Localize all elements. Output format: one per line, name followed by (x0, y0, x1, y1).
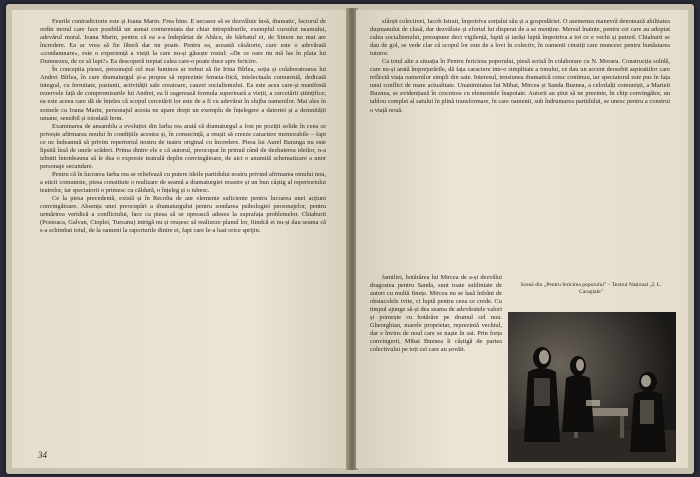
right-lower-text (370, 274, 502, 464)
right-page-text (370, 18, 670, 274)
left-page-text (40, 18, 326, 456)
left-paragraph-1: Feurile contradictorie este și Ioana Marin. Frea bine. E uecasor să se dezvăluie însă, dramatic, factorul de ordin moral care face posibilă un asmai conturentata dar chiar intrepidrurile, exemplul cursului neamului, adevărul moral. Ioana Marin, pentru că ea s-a îndepărtat de Abăcu, de bărbatul ei, de Simon nu mai are încredere. Ea ar vrea să fie liberă dar nu poate. Pentru ea, această căsătorie, care este o adevărată «condamnare», este o experiență a vieții la care nu-și găsește rostul: «De ce oare nu mă las în plata lui Dumnezeu, de ce să lupt?» Ea descoperă treptat calea care-o poate duce spre fericire. (40, 18, 326, 66)
left-paragraph-3: Examinarea de ansamblu a evoluției din Iarba rea arată că dramaturgul a fost pe poziții solide în ceea ce privește afirmarea noului în condițiile acestea și, în consecință, a reușit să creeze caractere memorabile – fapt ce ne îndeamnă să privim repertoriul nostru de teatru original cu încredere. Piesa lui Aurel Baranga nu este lipsită însă de unele scăderi. Prima dintre ele e că autorul, preocupat în primul rând de dezbaterea ideilor, n-a izbutit întotdeauna să le dea o expresie teatrală deplin convingătoare, de aici o anumită schematizare a unor personaje secundare. (40, 122, 326, 170)
right-paragraph-1: sfârșit colectivei, Iacob Istrati, împotriva sorțului său și a gospodăriei. O asemenea manevră denotează abilitatea dușmanului de clasă, dar dezvăluie și efortul lui disperat de a se menține. Mersul înainte, pentru cei care au adoptat calea socialismului, presupune deci vigilență, luptă și iarăși luptă împotriva a tot ce e vechi și putred. Chiaburii se dau de gol, se vede clar că scopul lor este de a lovi în colectiv, în oamenii cinstiți care muncesc pentru bunăstarea tuturor. (370, 18, 670, 58)
stage-scene-illustration (508, 312, 676, 462)
page-number: 34 (38, 450, 47, 460)
right-paragraph-2: Ca totul alte a situația în Pentru fericirea poporului, piesă scrisă în colaborare cu N. Moraru. Construcția solidă, care nu-și arată împrejurările, dă fața caractere intr-o simplitate a tonului, ce dau un accent deosebit aspiratiilor care reflectă viața oamenilor simpli din sate. Interesul, tensiunea dramatică cresc continuu, iar spectatorul este pus în fața unui conflict de mare actualitate. Unanimitatea lui Mihai, Mircea și Sanda Buznea, a celorlalți comuniști, a Marieii Buznea, se evidențiază în ciocnirea cu elementele înapoiate. Autorii au știut să ne prezinte, în chip convingător, un tablou complet al satului în plină transformare, în care oamenii, sub îndrumarea partidului, se unesc pentru a construi o viață nouă. (370, 58, 670, 114)
left-paragraph-5: Ce la piesa precedentă, există și în Recolta de aur elemente suficiente pentru lucrarea unei acțiuni convingătoare. Absența unei preocupări a dramaturgului pentru sondarea psihologiei personajelor, pentru urmărirea veridică a conflictului, face ca piesa să se oprească adesea la suprafața problemelor. Chiaburii (Postoaca, Galvan, Cioplei, Turcanu) intrigă nu și reușesc să realizeze planul lor, fiindcă ei nu-și dau seama că s-a schimbat totul, de la oameni la raporturile dintre ei, fapt care le-a luat orice sprijin. (40, 195, 326, 235)
left-paragraph-4: Pentru că în lucrarea Iarba rea se reliefează cu putere ideile partidului nostru privind afirmarea omului nou, a eticii comuniste, piesa constituie o realizare de seamă a dramaturgiei noastre și un bun câștig al repertoriului teatrelor, iar spectatorii o primesc cu căldură, o înțeleg și o iubesc. (40, 170, 326, 194)
right-page (356, 10, 688, 468)
left-paragraph-2: În conceptia piesei, personajul cel mai luminos ar trebui să fie Irina Bîrlea, soția și colaboratoarea lui Andrei Bîrlea, în care dramaturgul și-a propus să reprezinte femeia-fiică, intelectuala comunistă, dedicată integral, cu fermitate, pasiunii, activității sale creatoare, cauzei socialismului. Ea este acea care-și manifestă rezervele față de compromisurile lui Andrei, ea îi sugerează formula superioară a vieții, a cercetării științifice; ea este aceea care dă de înțeles că scopul cercetării lor este de a fi cu adevărat în slujba oamenilor. Mai ales în scenele cu Ioana Marin, personajul acesta ne apare drept un exemplu de înțelegere a datoriei și a demnității umane, sensibil și totodată ferm. (40, 66, 326, 122)
right-lower-paragraph: familiei, hotărârea lui Mircea de a-și dezvălui dragostea pentru Sanda, sunt toate subliniate de autori cu multă finețe. Mircea nu se lasă înfrânt de obstacolele ivite, ci luptă pentru ceea ce crede. Cu timpul ajunge să-și dea seama de adevăratele valori și pornește cu hotărâre pe drumul cel nou. Gheorghian, marele proprietar, reprezintă vechiul, dar e învins de noul care se naște în sat. Prin forța convingerii, Mihai Buznea îi câștigă de partea colectivului pe toți cei care au șovăit. (370, 274, 502, 354)
left-page (12, 10, 348, 468)
open-book (6, 4, 694, 474)
photo-caption: Scenă din „Pentru fericirea poporului" – Teatrul Național „I. L. Caragiale" (520, 282, 662, 295)
stage-scene-photo (508, 312, 676, 462)
